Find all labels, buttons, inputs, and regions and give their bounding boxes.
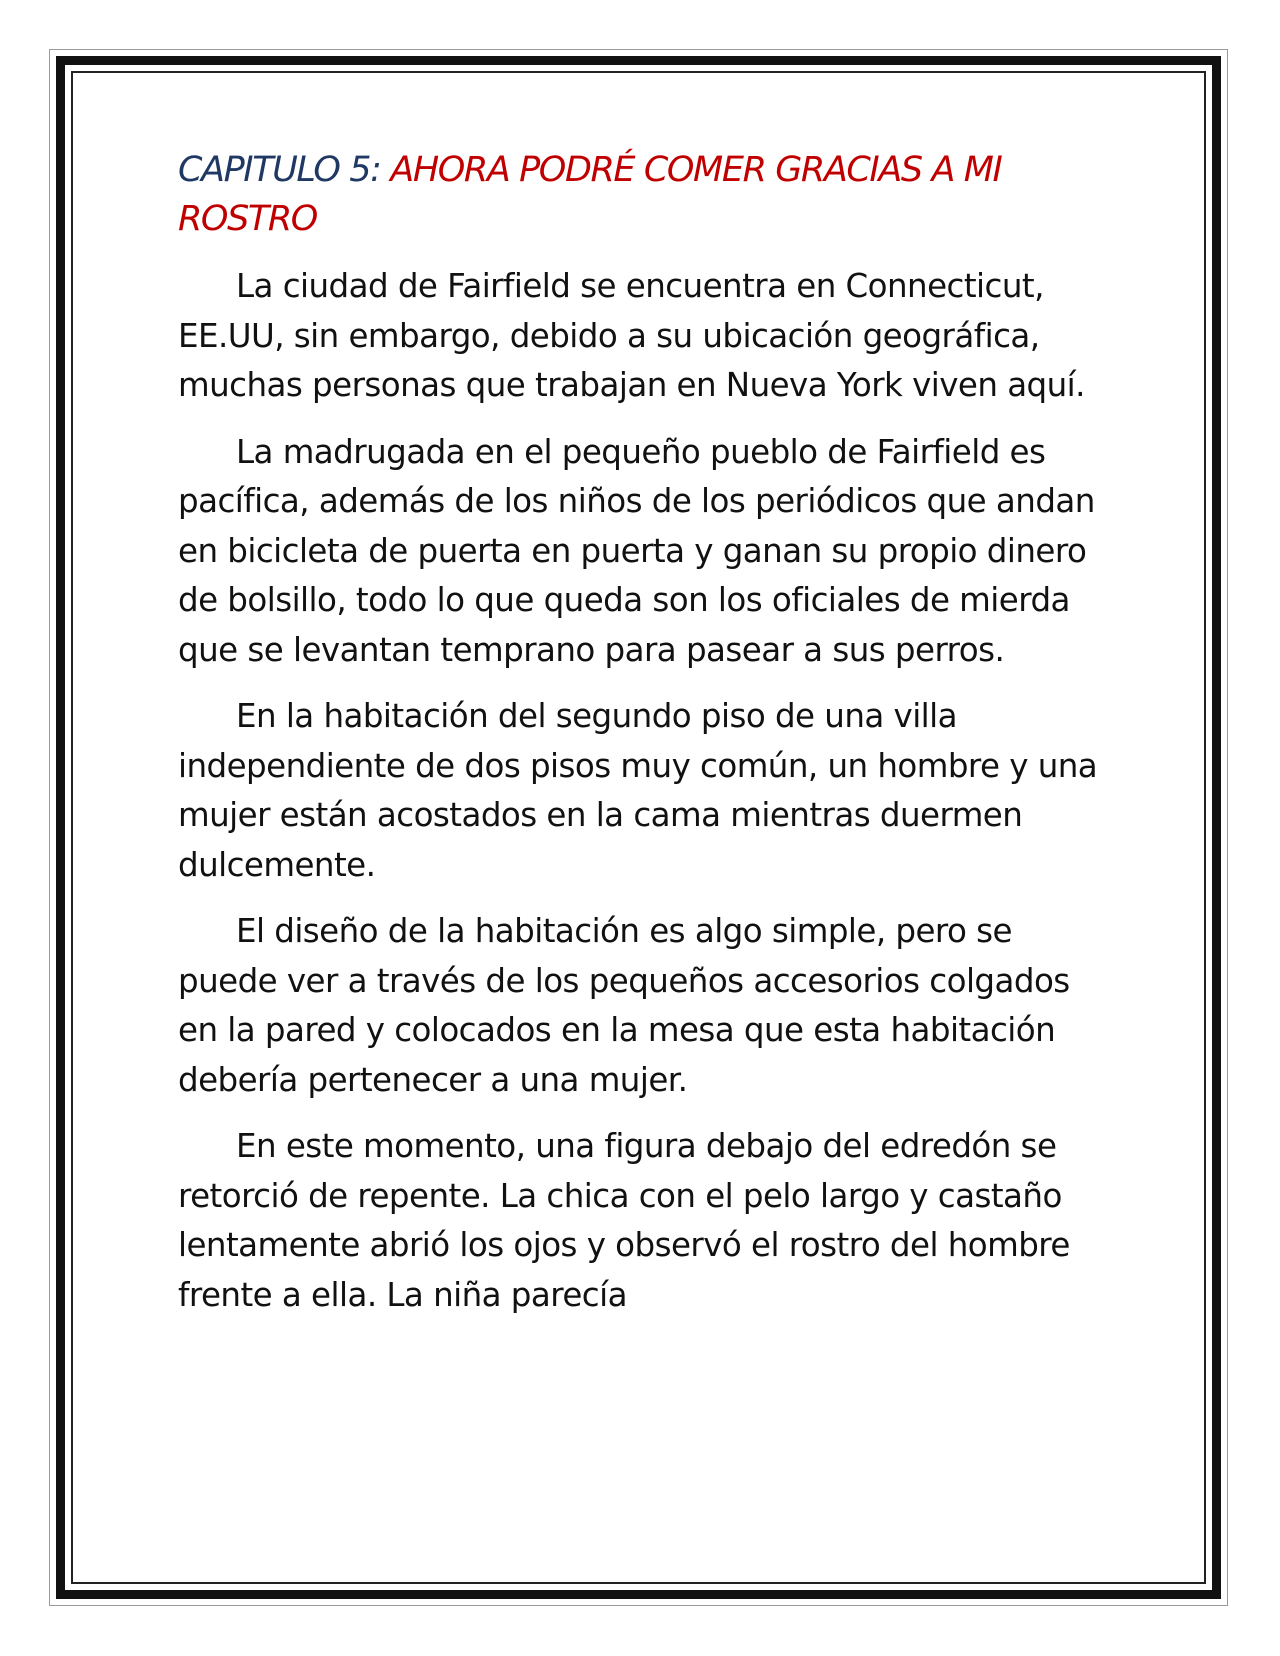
paragraph-1: La ciudad de Fairfield se encuentra en Connecticut, EE.UU, sin embargo, debido a su ubicación geográfica, muchas personas que trabajan en Nueva York viven aquí. — [178, 267, 1085, 404]
chapter-title: AHORA PODRÉ COMER GRACIAS A MI ROSTRO — [178, 150, 1002, 239]
chapter-heading — [178, 146, 1118, 244]
chapter-number: CAPITULO 5: — [178, 150, 381, 190]
paragraph-2: La madrugada en el pequeño pueblo de Fairfield es pacífica, además de los niños de los periódicos que andan en bicicleta de puerta en puerta y ganan su propio dinero de bolsillo, todo lo que queda son los oficiales de mierda que se levantan temprano para pasear a sus perros. — [178, 432, 1095, 669]
paragraph-3: En la habitación del segundo piso de una villa independiente de dos pisos muy común, un hombre y una mujer están acostados en la cama mientras duermen dulcemente. — [178, 697, 1098, 884]
page-content — [178, 146, 1118, 1337]
paragraph-4: El diseño de la habitación es algo simple, pero se puede ver a través de los pequeños accesorios colgados en la pared y colocados en la mesa que esta habitación debería pertenecer a una mujer. — [178, 912, 1070, 1099]
paragraph-5: En este momento, una figura debajo del edredón se retorció de repente. La chica con el pelo largo y castaño lentamente abrió los ojos y observó el rostro del hombre frente a ella. La niña parecía — [178, 1127, 1070, 1314]
